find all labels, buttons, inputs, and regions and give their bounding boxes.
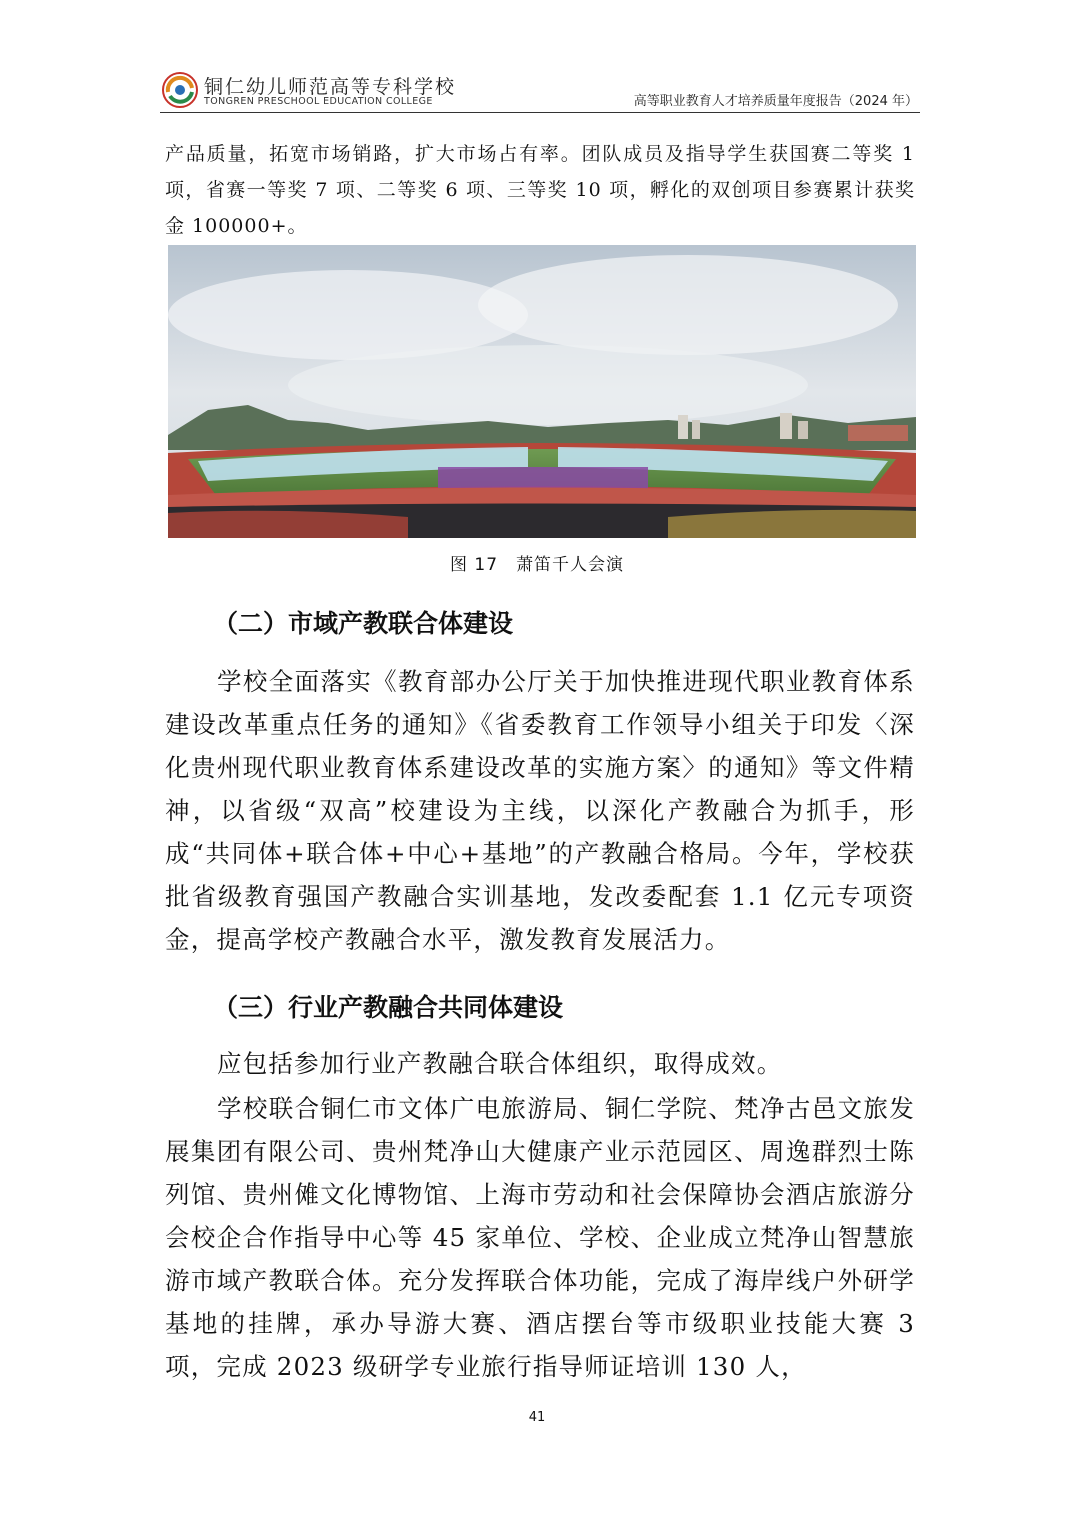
school-logo-icon: [162, 72, 198, 108]
section-heading-2: （二）市域产教联合体建设: [213, 609, 514, 638]
page-number: 41: [528, 1410, 546, 1425]
school-name-cn: 铜仁幼儿师范高等专科学校: [204, 76, 457, 98]
report-title: 高等职业教育人才培养质量年度报告（2024 年）: [633, 94, 918, 109]
section-3-paragraph-1: 应包括参加行业产教融合联合体组织，取得成效。: [217, 1049, 783, 1078]
figure-caption: 图 17 萧笛千人会演: [449, 555, 625, 575]
school-name-en: TONGREN PRESCHOOL EDUCATION COLLEGE: [204, 96, 433, 107]
intro-paragraph: 产品质量，拓宽市场销路，扩大市场占有率。团队成员及指导学生获国赛二等奖 1 项，省赛一等奖 7 项、二等奖 6 项、三等奖 10 项，孵化的双创项目参赛累计获奖金 100000+。: [165, 143, 915, 237]
section-heading-3: （三）行业产教融合共同体建设: [213, 993, 564, 1022]
figure-photo: [168, 245, 916, 538]
section-3-paragraph-2: 学校联合铜仁市文体广电旅游局、铜仁学院、梵净古邑文旅发展集团有限公司、贵州梵净山大健康产业示范园区、周逸群烈士陈列馆、贵州傩文化博物馆、上海市劳动和社会保障协会酒店旅游分会校企合作指导中心等 45 家单位、学校、企业成立梵净山智慧旅游市域产教联合体。充分发挥联合体功能，完成了海岸线户外研学基地的挂牌，承办导游大赛、酒店摆台等市级职业技能大赛 3 项，完成 2023 级研学专业旅行指导师证培训 130 人，: [165, 1094, 915, 1381]
page-header: [160, 70, 920, 113]
section-2-paragraph: 学校全面落实《教育部办公厅关于加快推进现代职业教育体系建设改革重点任务的通知》《省委教育工作领导小组关于印发〈深化贵州现代职业教育体系建设改革的实施方案〉的通知》等文件精神，以省级“双高”校建设为主线，以深化产教融合为抓手，形成“共同体+联合体+中心+基地”的产教融合格局。今年，学校获批省级教育强国产教融合实训基地，发改委配套 1.1 亿元专项资金，提高学校产教融合水平，激发教育发展活力。: [165, 667, 915, 954]
